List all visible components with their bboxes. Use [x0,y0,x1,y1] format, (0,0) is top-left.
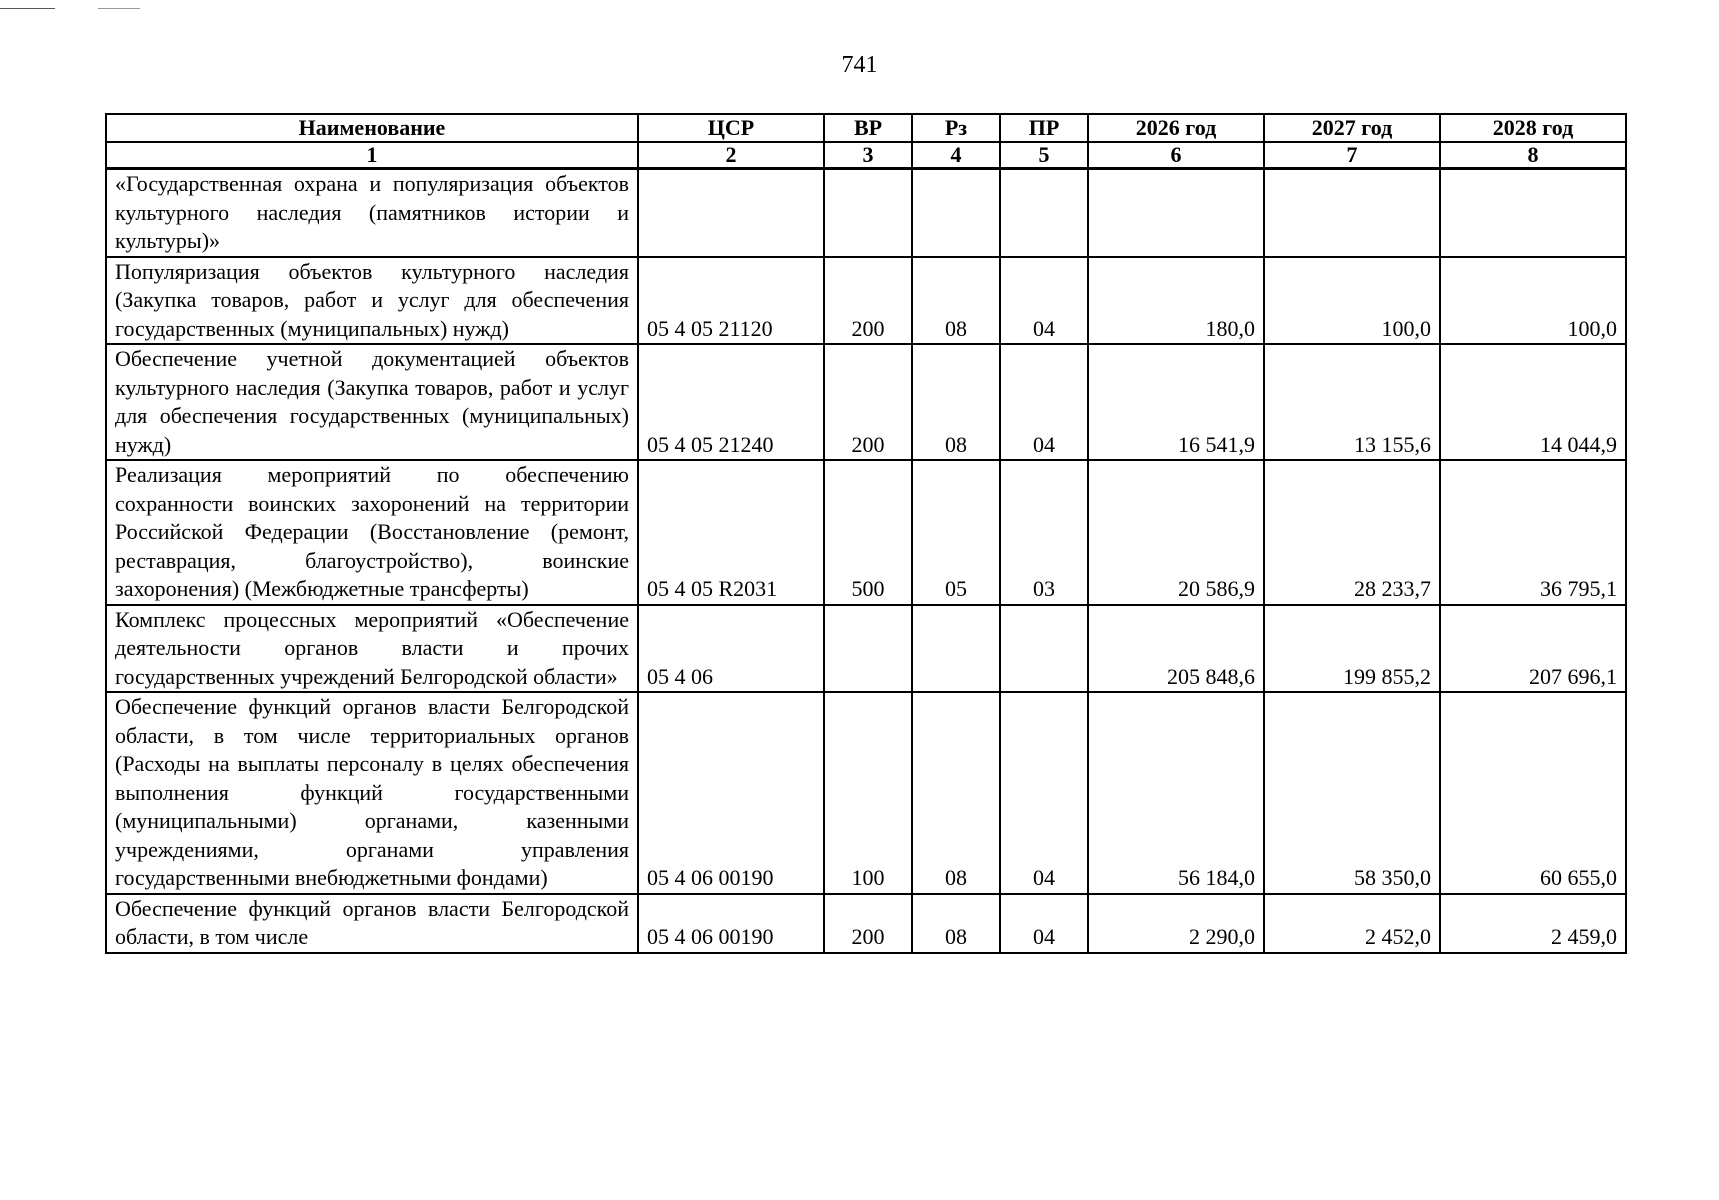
header-2028: 2028 год [1440,114,1626,142]
column-number: 4 [912,142,1000,169]
header-name: Наименование [106,114,638,142]
row-rz [912,169,1000,257]
row-pr [1000,169,1088,257]
row-amount-2026: 56 184,0 [1088,692,1264,894]
row-rz: 08 [912,894,1000,953]
row-amount-2028: 207 696,1 [1440,605,1626,693]
scan-artifact-line [98,8,140,9]
row-name: Обеспечение учетной документацией объектов культурного наследия (Закупка товаров, работ и услуг для обеспечения государственных (муниципальных) нужд) [106,344,638,460]
row-pr: 04 [1000,894,1088,953]
table-row [106,894,1626,953]
row-csr: 05 4 06 00190 [638,894,824,953]
row-amount-2028: 2 459,0 [1440,894,1626,953]
row-csr [638,169,824,257]
table-row [106,460,1626,605]
row-pr: 03 [1000,460,1088,605]
row-amount-2027: 28 233,7 [1264,460,1440,605]
row-amount-2028: 100,0 [1440,257,1626,345]
budget-table [105,113,1627,954]
row-name: Комплекс процессных мероприятий «Обеспечение деятельности органов власти и прочих государственных учреждений Белгородской области» [106,605,638,693]
row-amount-2027 [1264,169,1440,257]
column-number: 8 [1440,142,1626,169]
row-pr [1000,605,1088,693]
row-pr: 04 [1000,257,1088,345]
row-amount-2026: 16 541,9 [1088,344,1264,460]
column-number: 5 [1000,142,1088,169]
row-name: «Государственная охрана и популяризация объектов культурного наследия (памятников истории и культуры)» [106,169,638,257]
row-amount-2027: 13 155,6 [1264,344,1440,460]
row-amount-2027: 199 855,2 [1264,605,1440,693]
row-amount-2026: 2 290,0 [1088,894,1264,953]
page-number: 741 [841,52,878,78]
row-amount-2026 [1088,169,1264,257]
column-number: 2 [638,142,824,169]
row-vr: 200 [824,894,912,953]
scan-artifact-line [0,8,55,9]
row-csr: 05 4 05 R2031 [638,460,824,605]
header-pr: ПР [1000,114,1088,142]
row-rz: 08 [912,692,1000,894]
table-row [106,605,1626,693]
table-row [106,344,1626,460]
row-vr: 200 [824,344,912,460]
column-number: 7 [1264,142,1440,169]
table-row [106,169,1626,257]
row-vr: 100 [824,692,912,894]
row-amount-2026: 20 586,9 [1088,460,1264,605]
row-amount-2026: 180,0 [1088,257,1264,345]
header-vr: ВР [824,114,912,142]
column-number: 1 [106,142,638,169]
row-amount-2028: 60 655,0 [1440,692,1626,894]
row-name: Популяризация объектов культурного наследия (Закупка товаров, работ и услуг для обеспечения государственных (муниципальных) нужд) [106,257,638,345]
row-csr: 05 4 06 [638,605,824,693]
header-rz: Рз [912,114,1000,142]
table-row [106,257,1626,345]
row-vr [824,169,912,257]
row-rz: 05 [912,460,1000,605]
row-rz: 08 [912,344,1000,460]
header-csr: ЦСР [638,114,824,142]
row-csr: 05 4 06 00190 [638,692,824,894]
row-csr: 05 4 05 21120 [638,257,824,345]
row-name: Обеспечение функций органов власти Белгородской области, в том числе [106,894,638,953]
row-rz [912,605,1000,693]
header-2026: 2026 год [1088,114,1264,142]
row-csr: 05 4 05 21240 [638,344,824,460]
column-number: 3 [824,142,912,169]
header-row [106,114,1626,142]
row-vr: 200 [824,257,912,345]
column-number-row [106,142,1626,169]
row-amount-2028 [1440,169,1626,257]
row-amount-2027: 58 350,0 [1264,692,1440,894]
table-row [106,692,1626,894]
row-amount-2028: 14 044,9 [1440,344,1626,460]
row-amount-2026: 205 848,6 [1088,605,1264,693]
row-vr: 500 [824,460,912,605]
column-number: 6 [1088,142,1264,169]
row-name: Реализация мероприятий по обеспечению сохранности воинских захоронений на территории Российской Федерации (Восстановление (ремонт, реставрация, благоустройство), воинские захоронения) (Межбюджетные трансферты) [106,460,638,605]
row-rz: 08 [912,257,1000,345]
row-amount-2027: 2 452,0 [1264,894,1440,953]
row-pr: 04 [1000,344,1088,460]
row-amount-2028: 36 795,1 [1440,460,1626,605]
row-name: Обеспечение функций органов власти Белгородской области, в том числе территориальных органов (Расходы на выплаты персоналу в целях обеспечения выполнения функций государственными (муниципальными) органами, казенными учреждениями, органами управления государственными внебюджетными фондами) [106,692,638,894]
header-2027: 2027 год [1264,114,1440,142]
row-amount-2027: 100,0 [1264,257,1440,345]
row-vr [824,605,912,693]
row-pr: 04 [1000,692,1088,894]
